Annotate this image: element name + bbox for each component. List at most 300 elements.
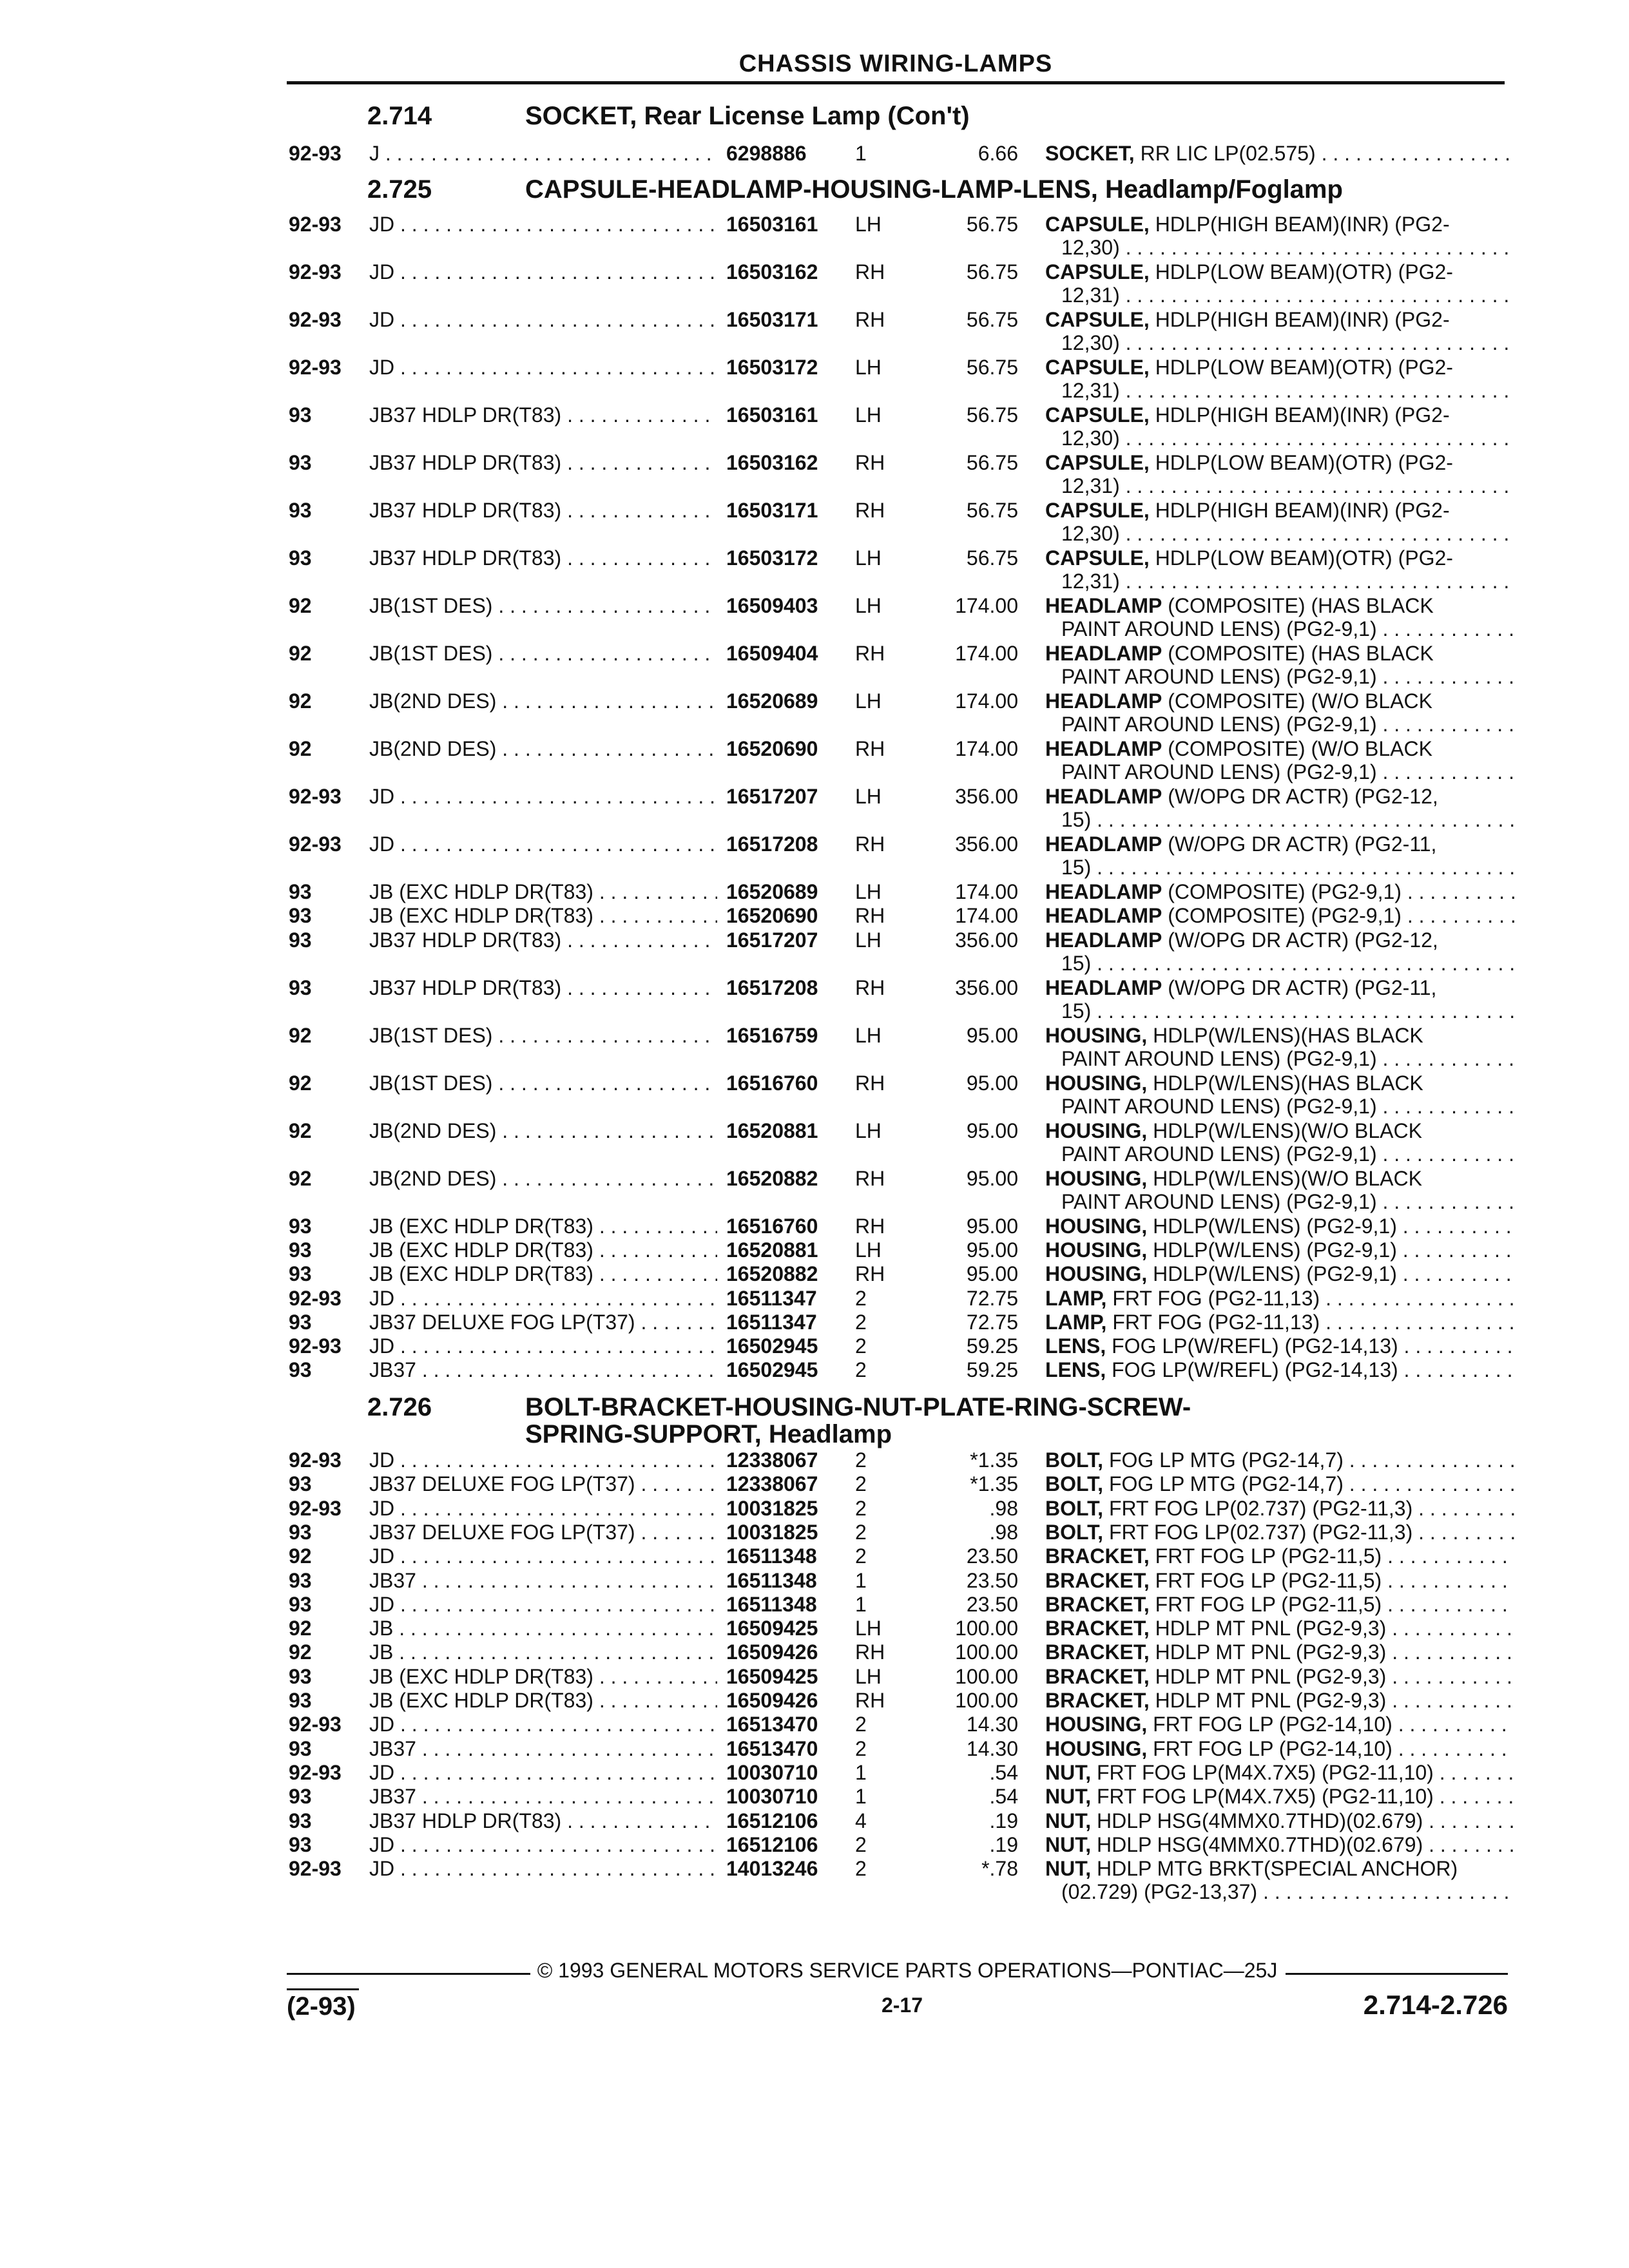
part-name: HEADLAMP (1045, 785, 1162, 808)
quantity: RH (855, 1071, 885, 1095)
quantity: 2 (855, 1310, 867, 1334)
part-number: 6298886 (726, 142, 807, 165)
part-description (1045, 1238, 1514, 1262)
part-description (1045, 1287, 1514, 1311)
part-name: BRACKET, (1045, 1544, 1150, 1568)
part-name: BOLT, (1045, 1472, 1104, 1496)
part-detail: FRT FOG (PG2-11,13) (1106, 1310, 1320, 1334)
part-name: HEADLAMP (1045, 904, 1162, 928)
part-description (1045, 1472, 1514, 1496)
quantity: 2 (855, 1496, 867, 1520)
price: 23.50 (966, 1592, 1018, 1616)
price: 56.75 (966, 260, 1018, 284)
table-row (0, 1119, 1629, 1166)
quantity: LH (855, 1617, 882, 1640)
quantity: RH (855, 1214, 885, 1238)
table-row (0, 1167, 1629, 1213)
part-description (1045, 260, 1514, 284)
model-year: 92 (289, 594, 312, 617)
model-year: 93 (289, 1238, 312, 1262)
part-detail: FOG LP(W/REFL) (PG2-14,13) (1106, 1358, 1398, 1382)
model-year: 93 (289, 1214, 312, 1238)
model-year: 93 (289, 1785, 312, 1809)
model-code: JD . . . (369, 1593, 717, 1617)
part-detail: FRT FOG LP (PG2-14,10) (1147, 1736, 1393, 1760)
section-number: 2.725 (367, 175, 432, 204)
part-detail: (W/OPG DR ACTR) (PG2-12, (1162, 928, 1438, 952)
part-detail: FOG LP MTG (PG2-14,7) (1103, 1448, 1344, 1472)
price: .98 (989, 1496, 1018, 1520)
table-row (0, 880, 1629, 903)
table-row (0, 689, 1629, 736)
part-name: BRACKET, (1045, 1592, 1150, 1616)
part-name: BRACKET, (1045, 1664, 1150, 1688)
price: 56.75 (966, 403, 1018, 427)
price: .54 (989, 1785, 1018, 1809)
quantity: LH (855, 403, 882, 427)
part-description-continued: 12,31) . . . (1061, 284, 1514, 307)
part-description (1045, 689, 1514, 713)
price: 174.00 (955, 737, 1018, 760)
part-description (1045, 1311, 1514, 1334)
model-code: JB(2ND DES) . . . (369, 1167, 717, 1191)
quantity: LH (855, 928, 882, 952)
part-description-continued: (02.729) (PG2-13,37) . . . (1061, 1880, 1514, 1904)
price: 174.00 (955, 904, 1018, 928)
part-number: 16503162 (726, 451, 818, 474)
part-name: HOUSING, (1045, 1071, 1148, 1095)
quantity: RH (855, 1166, 885, 1190)
part-description (1045, 832, 1514, 856)
model-code: JB37 . . . (369, 1569, 717, 1593)
part-description (1045, 1024, 1514, 1048)
part-description (1045, 785, 1514, 809)
quantity: 2 (855, 1857, 867, 1881)
model-code: JB(1ST DES) . . . (369, 642, 717, 666)
quantity: RH (855, 1640, 885, 1664)
part-detail: FRT FOG LP(02.737) (PG2-11,3) (1103, 1496, 1413, 1520)
model-year: 93 (289, 1592, 312, 1616)
part-description (1045, 1857, 1514, 1881)
part-detail: HDLP MT PNL (PG2-9,3) (1149, 1617, 1387, 1640)
table-row (0, 1521, 1629, 1544)
model-year: 93 (289, 1262, 312, 1286)
model-year: 93 (289, 1736, 312, 1760)
part-detail: HDLP(LOW BEAM)(OTR) (PG2- (1149, 260, 1453, 284)
part-description (1045, 1544, 1514, 1568)
header-rule (287, 81, 1505, 84)
table-row (0, 1358, 1629, 1381)
model-year: 92 (289, 1640, 312, 1664)
model-year: 93 (289, 1832, 312, 1856)
model-year: 92 (289, 689, 312, 713)
table-row (0, 1713, 1629, 1736)
part-name: BRACKET, (1045, 1617, 1150, 1640)
table-row (0, 1640, 1629, 1664)
model-code: JD . . . (369, 1497, 717, 1521)
model-code: JB (EXC HDLP DR(T83) . . . (369, 1215, 717, 1238)
part-detail: HDLP MT PNL (PG2-9,3) (1149, 1689, 1387, 1712)
part-detail: FRT FOG (PG2-11,13) (1106, 1286, 1320, 1310)
table-row (0, 1262, 1629, 1285)
part-description (1045, 737, 1514, 761)
part-name: HOUSING, (1045, 1736, 1148, 1760)
part-detail: (COMPOSITE) (W/O BLACK (1162, 689, 1432, 713)
table-row (0, 1334, 1629, 1358)
part-detail: FOG LP(W/REFL) (PG2-14,13) (1106, 1334, 1398, 1358)
model-code: JB37 DELUXE FOG LP(T37) . . . (369, 1472, 717, 1496)
part-number: 10031825 (726, 1496, 818, 1520)
part-number: 16502945 (726, 1334, 818, 1358)
part-number: 16520882 (726, 1166, 818, 1190)
price: 100.00 (955, 1640, 1018, 1664)
price: 356.00 (955, 975, 1018, 999)
footer-rule-left (287, 1973, 530, 1975)
part-number: 16513470 (726, 1713, 818, 1736)
quantity: RH (855, 904, 885, 928)
quantity: RH (855, 451, 885, 474)
part-description (1045, 1665, 1514, 1689)
section-number: 2.714 (367, 102, 432, 130)
part-name: BRACKET, (1045, 1568, 1150, 1592)
part-number: 16511348 (726, 1544, 817, 1568)
model-year: 92 (289, 1166, 312, 1190)
model-year: 93 (289, 928, 312, 952)
price: 95.00 (966, 1119, 1018, 1142)
quantity: 1 (855, 1568, 867, 1592)
quantity: 4 (855, 1809, 867, 1832)
model-code: JB37 . . . (369, 1358, 717, 1382)
part-number: 16503161 (726, 213, 818, 236)
model-year: 92-93 (289, 1286, 342, 1310)
part-detail: HDLP(LOW BEAM)(OTR) (PG2- (1149, 451, 1453, 474)
part-description (1045, 1167, 1514, 1191)
quantity: 2 (855, 1472, 867, 1496)
model-code: JB37 . . . (369, 1737, 717, 1761)
part-number: 10031825 (726, 1520, 818, 1544)
model-year: 93 (289, 451, 312, 474)
part-detail: HDLP HSG(4MMX0.7THD)(02.679) (1091, 1809, 1423, 1832)
price: 174.00 (955, 880, 1018, 903)
part-description (1045, 1334, 1514, 1358)
part-number: 12338067 (726, 1448, 818, 1472)
price: 95.00 (966, 1166, 1018, 1190)
model-code: J . . . (369, 142, 717, 166)
price: 72.75 (966, 1286, 1018, 1310)
part-name: LAMP, (1045, 1286, 1107, 1310)
model-year: 92 (289, 1071, 312, 1095)
part-description-continued: PAINT AROUND LENS) (PG2-9,1) . . . (1061, 713, 1514, 736)
part-description-continued: PAINT AROUND LENS) (PG2-9,1) . . . (1061, 760, 1514, 784)
price: 72.75 (966, 1310, 1018, 1334)
part-name: NUT, (1045, 1832, 1092, 1856)
model-code: JD . . . (369, 1761, 717, 1785)
part-number: 16509425 (726, 1617, 818, 1640)
part-number: 16520690 (726, 737, 818, 760)
quantity: 2 (855, 1358, 867, 1382)
part-name: HOUSING, (1045, 1119, 1148, 1142)
part-description (1045, 142, 1514, 166)
model-code: JB37 HDLP DR(T83) . . . (369, 976, 717, 1000)
part-number: 16503161 (726, 403, 818, 427)
part-description-continued: 12,30) . . . (1061, 236, 1514, 260)
part-number: 16511347 (726, 1286, 817, 1310)
section-title: CAPSULE-HEADLAMP-HOUSING-LAMP-LENS, Headlamp/Foglamp (525, 175, 1343, 204)
section-range: 2.714-2.726 (1363, 1990, 1508, 2020)
section-number: 2.726 (367, 1393, 432, 1421)
price: 174.00 (955, 689, 1018, 713)
quantity: 1 (855, 1592, 867, 1616)
part-name: LENS, (1045, 1334, 1106, 1358)
part-description (1045, 880, 1514, 904)
quantity: LH (855, 785, 882, 808)
part-name: HEADLAMP (1045, 594, 1162, 617)
part-name: CAPSULE, (1045, 260, 1150, 284)
part-number: 16503172 (726, 356, 818, 379)
quantity: 1 (855, 142, 867, 165)
part-detail: FRT FOG LP (PG2-14,10) (1147, 1713, 1393, 1736)
price: 56.75 (966, 356, 1018, 379)
price: 56.75 (966, 213, 1018, 236)
model-year: 92 (289, 1119, 312, 1142)
part-number: 16509426 (726, 1640, 818, 1664)
model-year: 92-93 (289, 1334, 342, 1358)
model-code: JB37 . . . (369, 1785, 717, 1809)
date-rule (287, 1988, 359, 1990)
model-code: JD . . . (369, 1448, 717, 1472)
model-year: 93 (289, 1664, 312, 1688)
part-description (1045, 976, 1514, 1000)
quantity: LH (855, 1119, 882, 1142)
part-description (1045, 642, 1514, 666)
model-year: 93 (289, 1520, 312, 1544)
price: 174.00 (955, 642, 1018, 665)
part-detail: FRT FOG LP (PG2-11,5) (1149, 1544, 1382, 1568)
table-row (0, 1809, 1629, 1832)
part-name: CAPSULE, (1045, 403, 1150, 427)
part-description (1045, 1737, 1514, 1761)
part-detail: HDLP(W/LENS)(W/O BLACK (1147, 1166, 1422, 1190)
part-detail: HDLP(W/LENS) (PG2-9,1) (1147, 1262, 1397, 1286)
part-name: HEADLAMP (1045, 737, 1162, 760)
part-number: 16517207 (726, 785, 818, 808)
part-detail: HDLP(LOW BEAM)(OTR) (PG2- (1149, 546, 1453, 570)
model-code: JD . . . (369, 832, 717, 856)
part-number: 16509404 (726, 642, 818, 665)
part-number: 16517208 (726, 832, 818, 856)
part-description-continued: 15) . . . (1061, 856, 1514, 879)
model-code: JB . . . (369, 1617, 717, 1640)
model-year: 92 (289, 1544, 312, 1568)
part-description (1045, 1448, 1514, 1472)
page-title: CHASSIS WIRING-LAMPS (738, 50, 1053, 77)
model-code: JD . . . (369, 1287, 717, 1311)
part-description (1045, 213, 1514, 236)
part-detail: HDLP MT PNL (PG2-9,3) (1149, 1640, 1387, 1664)
table-row (0, 546, 1629, 593)
model-year: 92 (289, 1617, 312, 1640)
model-code: JB(1ST DES) . . . (369, 1072, 717, 1095)
part-number: 10030710 (726, 1785, 818, 1809)
table-row (0, 1785, 1629, 1808)
table-row (0, 1287, 1629, 1310)
part-name: NUT, (1045, 1809, 1092, 1832)
part-number: 16520882 (726, 1262, 818, 1286)
model-year: 93 (289, 1568, 312, 1592)
quantity: 1 (855, 1760, 867, 1784)
quantity: 2 (855, 1334, 867, 1358)
part-description (1045, 1785, 1514, 1809)
quantity: RH (855, 499, 885, 522)
table-row (0, 356, 1629, 402)
price: 23.50 (966, 1568, 1018, 1592)
part-name: HOUSING, (1045, 1262, 1148, 1286)
quantity: RH (855, 737, 885, 760)
model-code: JB37 HDLP DR(T83) . . . (369, 928, 717, 952)
section-header (367, 102, 1514, 133)
price: 59.25 (966, 1334, 1018, 1358)
price: 59.25 (966, 1358, 1018, 1382)
quantity: RH (855, 832, 885, 856)
quantity: LH (855, 1238, 882, 1262)
model-year: 93 (289, 1472, 312, 1496)
footer-rule-right (1286, 1973, 1508, 1975)
table-row (0, 451, 1629, 497)
part-description-continued: PAINT AROUND LENS) (PG2-9,1) . . . (1061, 1142, 1514, 1166)
part-number: 16503171 (726, 308, 818, 331)
part-detail: HDLP(HIGH BEAM)(INR) (PG2- (1149, 499, 1450, 522)
table-row (0, 213, 1629, 259)
price: 95.00 (966, 1023, 1018, 1047)
part-detail: HDLP(HIGH BEAM)(INR) (PG2- (1149, 403, 1450, 427)
part-detail: FRT FOG LP (PG2-11,5) (1149, 1592, 1382, 1616)
part-number: 16513470 (726, 1736, 818, 1760)
part-number: 16511348 (726, 1568, 817, 1592)
section-title-continued: SPRING-SUPPORT, Headlamp (525, 1420, 892, 1448)
part-detail: HDLP(W/LENS) (PG2-9,1) (1147, 1214, 1397, 1238)
price: *.78 (981, 1857, 1018, 1881)
part-number: 16509426 (726, 1689, 818, 1712)
table-row (0, 594, 1629, 640)
part-name: CAPSULE, (1045, 451, 1150, 474)
model-year: 93 (289, 499, 312, 522)
model-code: JD . . . (369, 1833, 717, 1857)
part-name: LAMP, (1045, 1310, 1107, 1334)
model-code: JB37 HDLP DR(T83) . . . (369, 546, 717, 570)
part-description (1045, 1119, 1514, 1143)
model-code: JB37 HDLP DR(T83) . . . (369, 403, 717, 427)
model-code: JB37 HDLP DR(T83) . . . (369, 1809, 717, 1833)
part-detail: FOG LP MTG (PG2-14,7) (1103, 1472, 1344, 1496)
model-year: 93 (289, 403, 312, 427)
part-name: HOUSING, (1045, 1238, 1148, 1262)
part-detail: (COMPOSITE) (PG2-9,1) (1162, 880, 1402, 903)
part-description-continued: 12,30) . . . (1061, 522, 1514, 546)
price: 100.00 (955, 1617, 1018, 1640)
table-row (0, 642, 1629, 688)
quantity: 2 (855, 1832, 867, 1856)
part-name: HEADLAMP (1045, 689, 1162, 713)
part-name: HOUSING, (1045, 1023, 1148, 1047)
model-year: 93 (289, 1689, 312, 1712)
quantity: LH (855, 213, 882, 236)
table-row (0, 308, 1629, 354)
part-name: HOUSING, (1045, 1713, 1148, 1736)
price: 95.00 (966, 1214, 1018, 1238)
table-row (0, 1665, 1629, 1688)
part-description (1045, 928, 1514, 952)
price: 356.00 (955, 785, 1018, 808)
part-description (1045, 904, 1514, 928)
part-name: NUT, (1045, 1785, 1092, 1809)
part-name: HOUSING, (1045, 1214, 1148, 1238)
quantity: RH (855, 308, 885, 331)
model-year: 92 (289, 642, 312, 665)
price: 56.75 (966, 451, 1018, 474)
part-number: 16511348 (726, 1592, 817, 1616)
part-description (1045, 1617, 1514, 1640)
model-year: 92-93 (289, 1448, 342, 1472)
part-detail: (COMPOSITE) (W/O BLACK (1162, 737, 1432, 760)
model-year: 93 (289, 1358, 312, 1382)
part-number: 16520689 (726, 689, 818, 713)
section-title: SOCKET, Rear License Lamp (Con't) (525, 102, 970, 130)
part-name: HEADLAMP (1045, 832, 1162, 856)
model-code: JB37 DELUXE FOG LP(T37) . . . (369, 1521, 717, 1544)
part-number: 16520881 (726, 1119, 818, 1142)
part-detail: (W/OPG DR ACTR) (PG2-11, (1162, 832, 1437, 856)
model-code: JD . . . (369, 1544, 717, 1568)
model-code: JB37 HDLP DR(T83) . . . (369, 451, 717, 475)
price: .98 (989, 1520, 1018, 1544)
model-code: JB(2ND DES) . . . (369, 689, 717, 713)
part-description (1045, 356, 1514, 380)
part-description-continued: PAINT AROUND LENS) (PG2-9,1) . . . (1061, 1095, 1514, 1119)
part-name: CAPSULE, (1045, 356, 1150, 379)
part-detail: HDLP(W/LENS)(HAS BLACK (1147, 1071, 1423, 1095)
price: .54 (989, 1760, 1018, 1784)
model-code: JD . . . (369, 1713, 717, 1736)
page-number: 2-17 (881, 1994, 923, 2017)
quantity: 2 (855, 1520, 867, 1544)
price: 23.50 (966, 1544, 1018, 1568)
table-row (0, 1833, 1629, 1856)
model-year: 92-93 (289, 213, 342, 236)
price: *1.35 (970, 1448, 1018, 1472)
part-detail: (COMPOSITE) (HAS BLACK (1162, 642, 1434, 665)
part-number: 16516760 (726, 1071, 818, 1095)
part-description-continued: PAINT AROUND LENS) (PG2-9,1) . . . (1061, 617, 1514, 641)
part-description (1045, 1593, 1514, 1617)
price: .19 (989, 1809, 1018, 1832)
part-detail: HDLP MT PNL (PG2-9,3) (1149, 1664, 1387, 1688)
part-name: NUT, (1045, 1857, 1092, 1881)
part-number: 16520881 (726, 1238, 818, 1262)
part-number: 16512106 (726, 1832, 818, 1856)
quantity: 2 (855, 1713, 867, 1736)
model-code: JB(2ND DES) . . . (369, 1119, 717, 1143)
model-year: 92 (289, 1023, 312, 1047)
part-description (1045, 546, 1514, 570)
model-code: JD . . . (369, 1857, 717, 1881)
table-row (0, 1497, 1629, 1520)
table-row (0, 737, 1629, 783)
part-description-continued: 12,31) . . . (1061, 474, 1514, 498)
part-name: CAPSULE, (1045, 308, 1150, 331)
section-header (367, 1393, 1514, 1452)
part-detail: FRT FOG LP(02.737) (PG2-11,3) (1103, 1520, 1413, 1544)
part-detail: HDLP MTG BRKT(SPECIAL ANCHOR) (1091, 1857, 1458, 1881)
